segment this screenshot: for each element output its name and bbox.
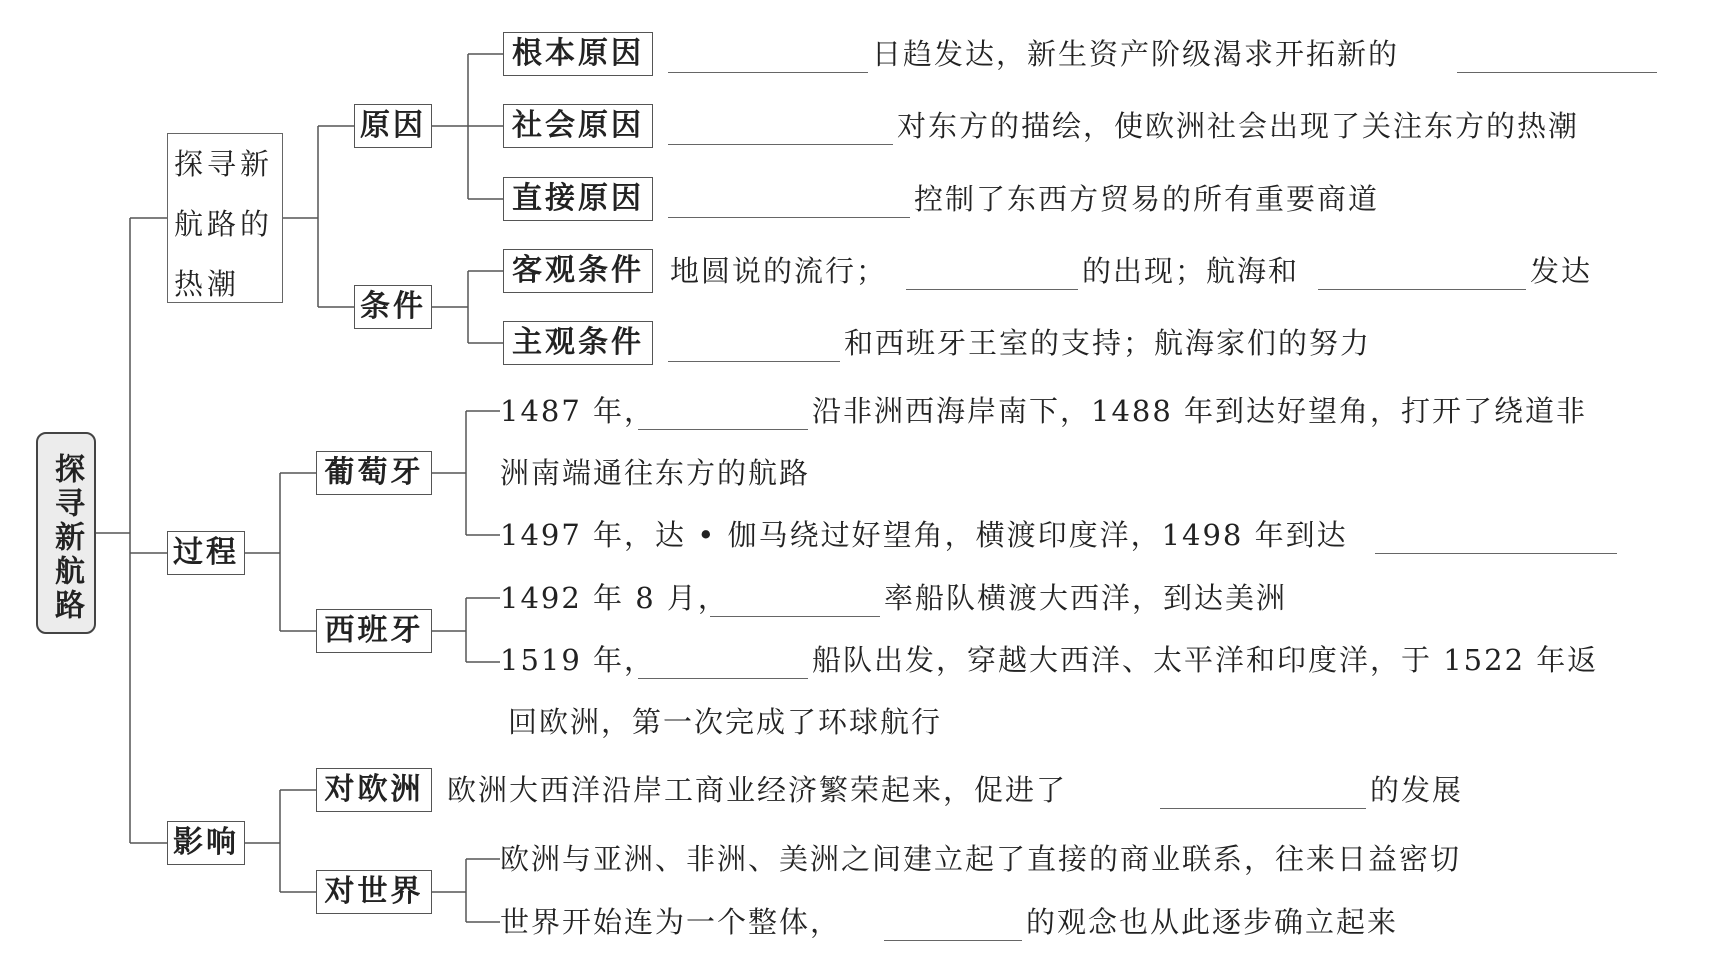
node-subjective-condition: 主观条件 <box>503 321 653 365</box>
blank-portugal-2[interactable] <box>1375 553 1617 554</box>
text-spain-2a: 1519 年， <box>500 643 656 677</box>
text-fundamental: 日趋发达，新生资产阶级渴求开拓新的 <box>872 37 1400 71</box>
node-social-reason: 社会原因 <box>503 104 653 148</box>
node-objective-condition: 客观条件 <box>503 249 653 293</box>
blank-spain-1[interactable] <box>710 616 880 617</box>
blank-subjective[interactable] <box>668 361 840 362</box>
text-objective-b: 的出现；航海和 <box>1082 254 1300 288</box>
text-portugal-1a: 1487 年， <box>500 394 656 428</box>
text-portugal-2a: 1497 年，达 • 伽马绕过好望角，横渡印度洋，1498 年到达 <box>500 518 1348 552</box>
node-fundamental-reason: 根本原因 <box>503 32 653 76</box>
blank-impact-europe[interactable] <box>1160 808 1366 809</box>
text-spain-1a: 1492 年 8 月， <box>500 581 729 615</box>
text-spain-2b: 船队出发，穿越大西洋、太平洋和印度洋，于 1522 年返 <box>812 643 1599 677</box>
text-spain-1b: 率船队横渡大西洋，到达美洲 <box>884 581 1288 615</box>
node-line: 热潮 <box>174 267 241 301</box>
text-social: 对东方的描绘，使欧洲社会出现了关注东方的热潮 <box>897 109 1580 143</box>
blank-objective-1[interactable] <box>906 289 1078 290</box>
blank-spain-2[interactable] <box>638 678 808 679</box>
node-spain: 西班牙 <box>316 609 432 653</box>
text-subjective: 和西班牙王室的支持；航海家们的努力 <box>844 326 1372 360</box>
node-portugal: 葡萄牙 <box>316 451 432 495</box>
text-objective-a: 地圆说的流行； <box>670 254 888 288</box>
blank-portugal-1[interactable] <box>638 429 808 430</box>
blank-fundamental-2[interactable] <box>1457 72 1657 73</box>
node-direct-reason: 直接原因 <box>503 177 653 221</box>
text-direct: 控制了东西方贸易的所有重要商道 <box>914 182 1380 216</box>
blank-objective-2[interactable] <box>1318 289 1526 290</box>
node-conditions: 条件 <box>354 285 432 329</box>
blank-social[interactable] <box>668 144 893 145</box>
text-impact-world-2b: 的观念也从此逐步确立起来 <box>1026 905 1399 939</box>
node-impact-europe: 对欧洲 <box>316 768 432 812</box>
text-impact-world-1: 欧洲与亚洲、非洲、美洲之间建立起了直接的商业联系，往来日益密切 <box>500 842 1462 876</box>
text-impact-europe-b: 的发展 <box>1370 773 1464 807</box>
node-line: 探寻新 <box>174 147 274 181</box>
text-impact-europe-a: 欧洲大西洋沿岸工商业经济繁荣起来，促进了 <box>447 773 1068 807</box>
node-new-route-fever <box>167 133 283 303</box>
text-portugal-1c: 洲南端通往东方的航路 <box>500 456 811 490</box>
node-impact-world: 对世界 <box>316 870 432 914</box>
node-process: 过程 <box>167 531 245 575</box>
text-impact-world-2a: 世界开始连为一个整体， <box>500 905 842 939</box>
text-objective-c: 发达 <box>1530 254 1593 288</box>
text-portugal-1b: 沿非洲西海岸南下，1488 年到达好望角，打开了绕道非 <box>812 394 1588 428</box>
node-line: 航路的 <box>174 207 274 241</box>
text-spain-2c: 回欧洲，第一次完成了环球航行 <box>508 705 943 739</box>
blank-direct[interactable] <box>668 217 910 218</box>
blank-impact-world[interactable] <box>884 940 1022 941</box>
root-node: 探寻新航路 <box>36 432 96 634</box>
blank-fundamental-1[interactable] <box>668 72 868 73</box>
node-impact: 影响 <box>167 821 245 865</box>
node-reasons: 原因 <box>354 104 432 148</box>
